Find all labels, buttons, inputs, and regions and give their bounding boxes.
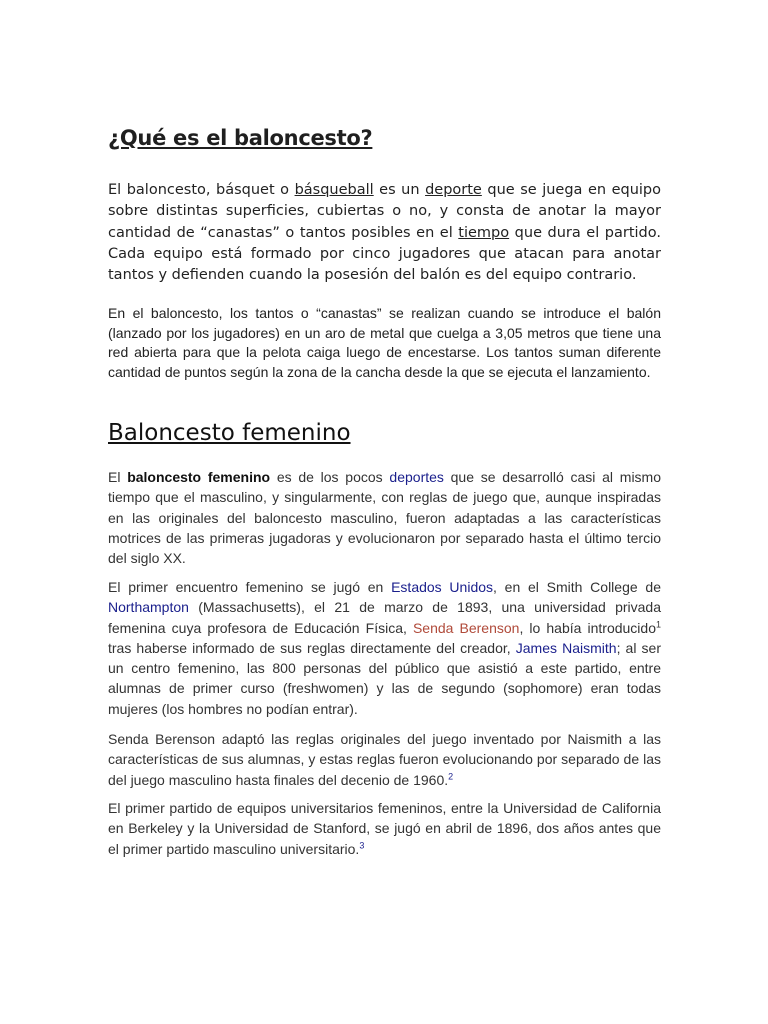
text-run: Senda Berenson adaptó las reglas originales del juego inventado por Naismith a las características de sus alumnas, y estas reglas fueron evolucionando por separado de las del juego masculino hasta finales del decenio de 1960. xyxy=(108,731,661,788)
text-run: El xyxy=(108,469,128,485)
text-run: que se juega en equipo sobre distintas superficies, cubiertas o no, y consta de anotar la mayor cantidad de “canastas” o tantos posibles en el xyxy=(108,182,661,241)
footnote-ref-1[interactable]: 1 xyxy=(656,618,662,629)
text-run: (Massachusetts), el 21 de marzo de 1893, una universidad privada femenina cuya profesora de Educación Física, xyxy=(108,599,661,636)
footnote-ref-3[interactable]: 3 xyxy=(359,839,365,850)
text-run: ; al ser un centro femenino, las 800 personas del público que asistió a este partido, entre alumnas de primer curso (freshwomen) y las de segundo (sophomore) eran todas mujeres (los hombres no podían entrar). xyxy=(108,639,661,717)
paragraph-definition xyxy=(108,180,661,286)
paragraph-primer-encuentro xyxy=(108,577,661,719)
text-run: El baloncesto, básquet o xyxy=(108,182,295,198)
paragraph-canastas: En el baloncesto, los tantos o “canastas” se realizan cuando se introduce el balón (lanzado por los jugadores) en un aro de metal que cuelga a 3,05 metros que tiene una red abierta para que la pelota caiga luego de encestarse. Los tantos suman diferente cantidad de puntos según la zona de la cancha desde la que se ejecuta el lanzamiento. xyxy=(108,305,661,380)
link-senda-berenson[interactable]: Senda Berenson xyxy=(412,619,520,636)
paragraph-primer-partido xyxy=(108,798,661,859)
link-deporte[interactable]: deporte xyxy=(425,182,482,198)
link-estados-unidos[interactable]: Estados Unidos xyxy=(391,579,494,595)
section-title-femenino: Baloncesto femenino xyxy=(108,420,351,446)
section-title-que-es: ¿Qué es el baloncesto? xyxy=(108,126,373,150)
paragraph-reglas xyxy=(108,729,661,790)
link-northampton[interactable]: Northampton xyxy=(108,599,189,616)
link-basqueball[interactable]: básqueball xyxy=(294,182,374,198)
link-james-naismith[interactable]: James Naismith xyxy=(515,639,617,656)
text-run: es de los pocos xyxy=(270,469,390,485)
text-run: que se desarrolló casi al mismo tiempo que el masculino, y singularmente, con reglas de juego que, aunque inspiradas en las originales del baloncesto masculino, fueron adaptadas a las características motrices de las primeras jugadoras y evolucionaron por separado hasta el último tercio del siglo XX. xyxy=(108,469,661,567)
link-tiempo[interactable]: tiempo xyxy=(458,224,510,241)
text-run: tras haberse informado de sus reglas directamente del creador, xyxy=(108,639,516,656)
text-run: El primer partido de equipos universitarios femeninos, entre la Universidad de California en Berkeley y la Universidad de Stanford, se jugó en abril de 1896, dos años antes que el primer partido masculino universitario. xyxy=(108,800,661,857)
paragraph-femenino-intro xyxy=(108,467,661,568)
link-deportes[interactable]: deportes xyxy=(389,469,444,485)
footnote-ref-2[interactable]: 2 xyxy=(448,770,454,781)
text-run: que dura el partido. Cada equipo está formado por cinco jugadores que atacan para anotar tantos y defienden cuando la posesión del balón es del equipo contrario. xyxy=(108,224,661,284)
text-run: El primer encuentro femenino se jugó en xyxy=(108,579,392,595)
text-run: , en el Smith College de xyxy=(493,579,661,595)
text-run: es un xyxy=(373,182,426,198)
bold-term: baloncesto femenino xyxy=(127,469,271,485)
text-run: , lo había introducido xyxy=(519,619,656,636)
